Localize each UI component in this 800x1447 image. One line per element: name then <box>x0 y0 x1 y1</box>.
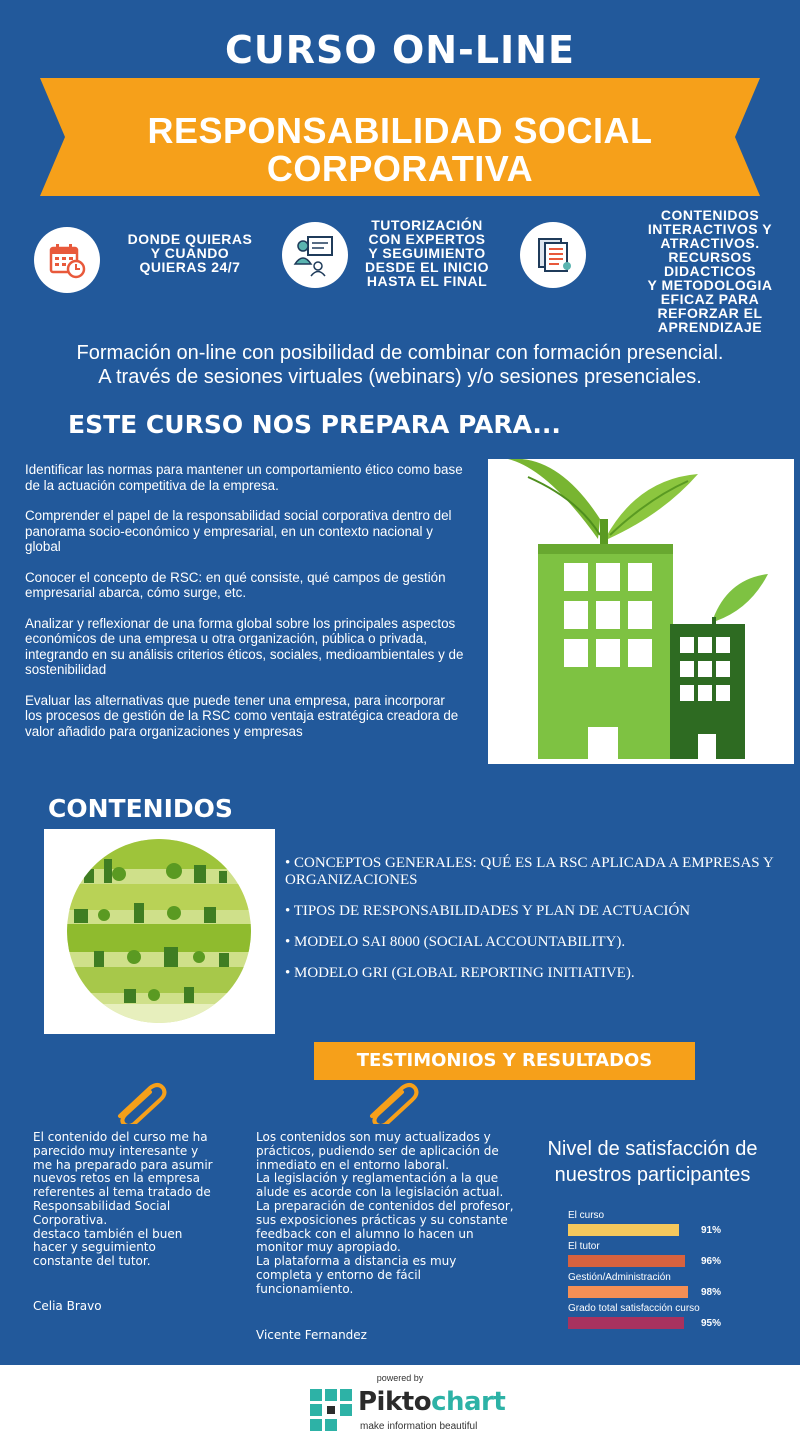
piktochart-logo-link[interactable] <box>310 1387 506 1439</box>
documents-icon <box>520 222 586 288</box>
objective-item: Analizar y reflexionar de una forma global sobre los principales aspectos económicos de una empresa u otra organización, pública o privada, integrando en su análisis criterios éticos, sociales, medioambientales y de sostenibilidad <box>25 615 464 677</box>
feature-line: Y CUANDO <box>150 245 230 261</box>
feature-line: DESDE EL INICIO <box>365 259 489 275</box>
bar-label: El tutor <box>568 1241 600 1252</box>
bar-label: Gestión/Administración <box>568 1272 671 1283</box>
feature-line: CON EXPERTOS <box>368 231 486 247</box>
feature-line: QUIERAS 24/7 <box>139 259 241 275</box>
bar-label: Grado total satisfacción curso <box>568 1303 700 1314</box>
feature-line: ATRACTIVOS. <box>660 235 760 251</box>
objective-item: Conocer el concepto de RSC: en qué consiste, qué campos de gestión empresarial abarca, cómo surge, etc. <box>25 569 446 600</box>
wordmark-part: Pikto <box>358 1387 432 1417</box>
testimonial-quote-1: El contenido del curso me ha parecido muy interesante y me ha preparado para asumir nuevos retos en la empresa referentes al tema tratado de Responsabilidad Social Corporativa. destaco también el buen hacer y seguimiento constante del tutor. <box>33 1130 213 1269</box>
content-item: • MODELO GRI (GLOBAL REPORTING INITIATIVE). <box>285 965 635 981</box>
feature-line: HASTA EL FINAL <box>366 273 488 289</box>
tutor-presentation-icon <box>282 222 348 288</box>
objective-item: Comprender el papel de la responsabilidad social corporativa dentro del panorama socio-económico y empresarial, en un contexto nacional y global <box>25 508 452 554</box>
footer <box>0 1365 800 1447</box>
feature-text-contents <box>625 208 795 334</box>
content-item: • MODELO SAI 8000 (SOCIAL ACCOUNTABILITY). <box>285 934 626 950</box>
objective-item: Identificar las normas para mantener un comportamiento ético como base de la actuación competitiva de la empresa. <box>25 462 463 493</box>
bar-fill <box>568 1317 684 1329</box>
course-title <box>90 112 710 188</box>
feature-line: CONTENIDOS <box>660 207 760 223</box>
bar-percent: 98% <box>701 1287 722 1298</box>
content-item: • TIPOS DE RESPONSABILIDADES Y PLAN DE ACTUACIÓN <box>285 903 691 919</box>
testimonial-quote-2: Los contenidos son muy actualizados y prácticos, pudiendo ser de aplicación de inmediato en el entorno laboral. La legislación y reglamentación a la que alude es acorde con la legislación actual. La preparación de contenidos del profesor, sus exposiciones prácticas y su constante feedback con el alumno lo hacen un monitor muy apropiado. La plataforma a distancia es muy completa y entorno de fácil funcionamiento. <box>256 1130 514 1296</box>
bar-row <box>568 1241 768 1272</box>
bar-row <box>568 1303 768 1334</box>
bar-percent: 96% <box>701 1256 722 1267</box>
feature-line: RECURSOS DIDACTICOS <box>663 249 757 279</box>
paperclip-icon <box>362 1080 420 1124</box>
feature-line: DONDE QUIERAS <box>127 231 253 247</box>
feature-line: TUTORIZACIÓN <box>371 217 483 233</box>
page-title: CURSO ON-LINE <box>225 28 575 72</box>
intro-line-2: A través de sesiones virtuales (webinars) y/o sesiones presenciales. <box>98 366 702 388</box>
satisfaction-bars <box>568 1210 768 1334</box>
feature-text-anytime <box>110 232 270 274</box>
bar-row <box>568 1272 768 1303</box>
wordmark-part: chart <box>431 1387 506 1417</box>
testimonial-author-2: Vicente Fernandez <box>256 1328 367 1342</box>
piktochart-wordmark <box>358 1387 505 1417</box>
bar-fill <box>568 1286 688 1298</box>
course-title-line-1: RESPONSABILIDAD SOCIAL <box>147 110 653 151</box>
eco-globe-illustration <box>44 829 275 1034</box>
feature-line: Y SEGUIMIENTO <box>368 245 486 261</box>
bar-fill <box>568 1255 685 1267</box>
bar-percent: 95% <box>701 1318 722 1329</box>
intro-line-1: Formación on-line con posibilidad de combinar con formación presencial. <box>76 342 724 364</box>
feature-line: Y METODOLOGIA <box>647 277 773 293</box>
testimonios-heading: TESTIMONIOS Y RESULTADOS <box>314 1042 695 1080</box>
objective-item: Evaluar las alternativas que puede tener una empresa, para incorporar los procesos de gestión de la RSC como ventaja estratégica creadora de valor añadido para organizaciones y empresas <box>25 692 459 739</box>
piktochart-logo-icon <box>310 1389 352 1431</box>
green-building-illustration <box>488 459 794 764</box>
intro-text <box>0 341 800 389</box>
contents-list <box>285 855 800 996</box>
bar-fill <box>568 1224 679 1236</box>
powered-by-label: powered by <box>376 1373 424 1383</box>
feature-line: INTERACTIVOS Y <box>647 221 773 237</box>
bar-percent: 91% <box>701 1225 722 1236</box>
feature-line: REFORZAR EL <box>657 305 763 321</box>
content-item: • CONCEPTOS GENERALES: QUÉ ES LA RSC APLICADA A EMPRESAS Y ORGANIZACIONES <box>285 855 774 888</box>
feature-text-tutoring <box>352 218 502 288</box>
feature-line: EFICAZ PARA <box>660 291 760 307</box>
course-title-line-2: CORPORATIVA <box>266 148 534 189</box>
feature-line: APRENDIZAJE <box>657 319 763 335</box>
bar-label: El curso <box>568 1210 605 1221</box>
contenidos-heading: CONTENIDOS <box>48 794 233 823</box>
paperclip-icon <box>110 1080 168 1124</box>
calendar-clock-icon <box>34 227 100 293</box>
prepara-heading: ESTE CURSO NOS PREPARA PARA... <box>68 410 561 439</box>
piktochart-tagline: make information beautiful <box>360 1421 478 1432</box>
bar-row <box>568 1210 768 1241</box>
testimonial-author-1: Celia Bravo <box>33 1299 102 1313</box>
objectives-list <box>25 462 465 754</box>
satisfaction-heading: Nivel de satisfacción de nuestros participantes <box>547 1138 758 1186</box>
